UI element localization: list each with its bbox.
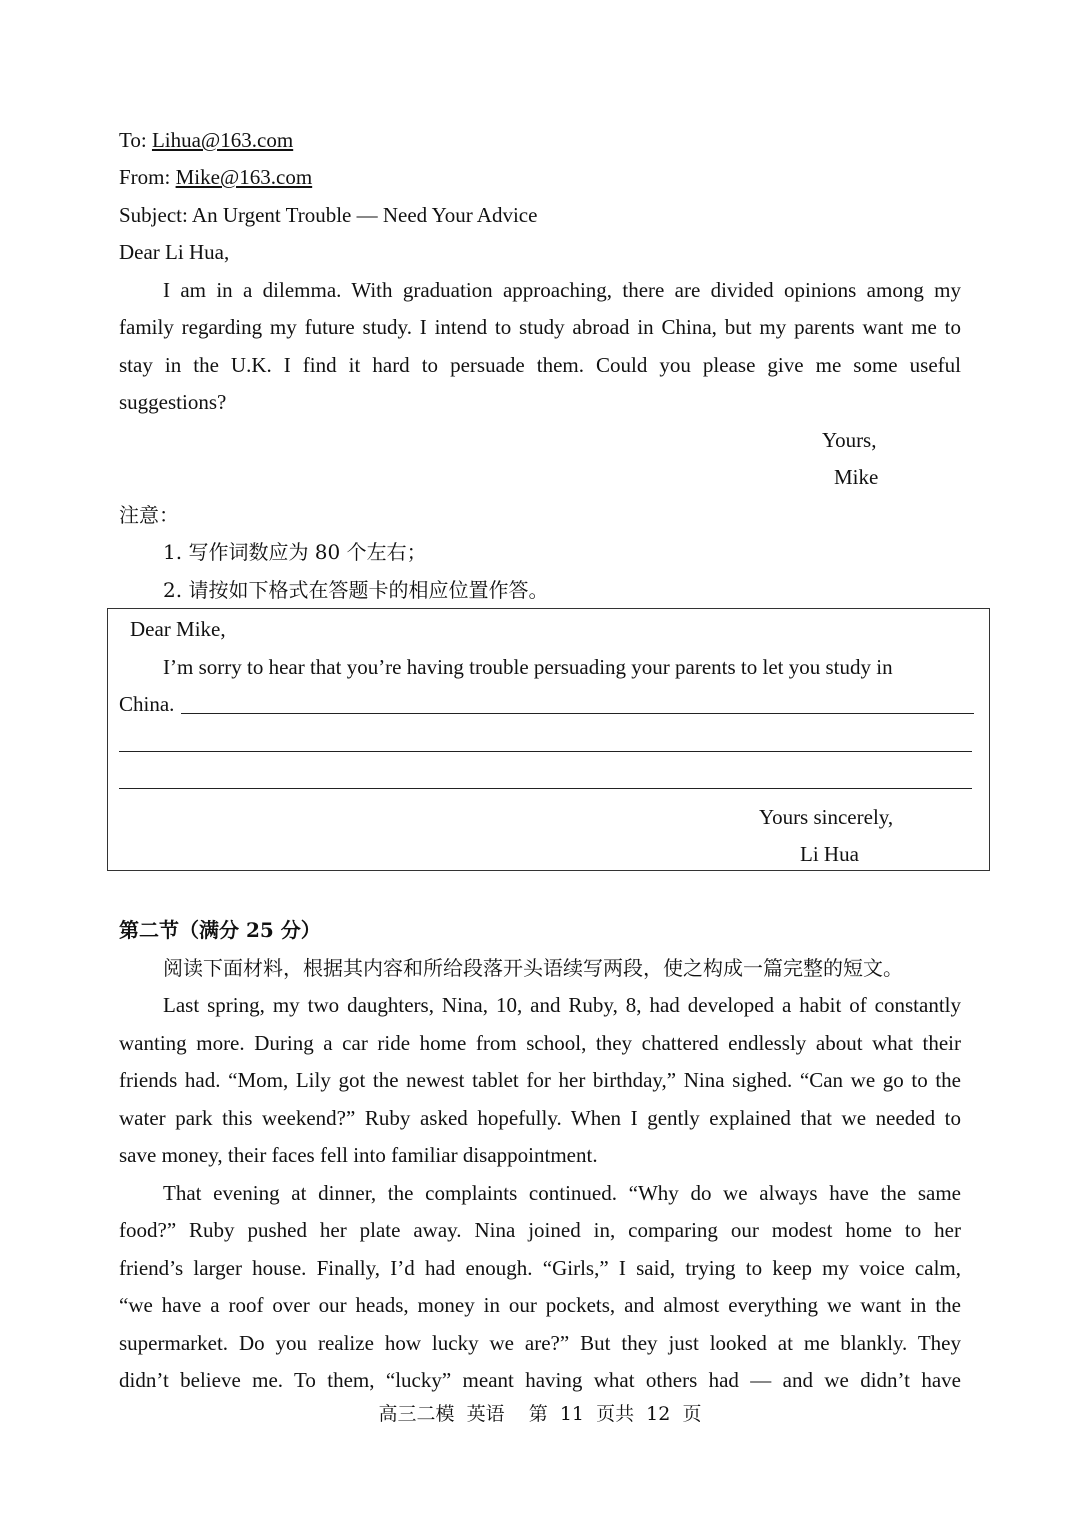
para1-line-2: wanting more. During a car ride home from school, they chattered endlessly about what their xyxy=(119,1031,961,1055)
email-body-line-4: suggestions? xyxy=(119,390,227,414)
para2-line-2: food?” Ruby pushed her plate away. Nina joined in, comparing our modest home to her xyxy=(119,1218,961,1242)
email-greeting: Dear Li Hua, xyxy=(119,240,230,264)
answer-writing-line-1[interactable] xyxy=(181,713,974,714)
from-email-link[interactable]: Mike@163.com xyxy=(175,165,313,189)
para1-line-1: Last spring, my two daughters, Nina, 10, and Ruby, 8, had developed a habit of constantly xyxy=(163,993,961,1017)
answer-writing-line-2[interactable] xyxy=(119,751,972,752)
to-email-link[interactable]: Lihua@163.com xyxy=(151,128,294,152)
answer-closing: Yours sincerely, xyxy=(759,805,894,829)
para2-line-3: friend’s larger house. Finally, I’d had enough. “Girls,” I said, trying to keep my voice calm, xyxy=(119,1256,961,1280)
para1-line-3: friends had. “Mom, Lily got the newest tablet for her birthday,” Nina sighed. “Can we go to the xyxy=(119,1068,961,1092)
email-body-line-3: stay in the U.K. I find it hard to persuade them. Could you please give me some useful xyxy=(119,353,961,377)
answer-opening-line: I’m sorry to hear that you’re having trouble persuading your parents to let you study in xyxy=(163,655,893,679)
answer-signature: Li Hua xyxy=(800,842,859,866)
answer-greeting: Dear Mike, xyxy=(130,617,226,641)
para2-line-5: supermarket. Do you realize how lucky we are?” But they just looked at me blankly. They xyxy=(119,1331,961,1355)
para1-line-5: save money, their faces fell into familiar disappointment. xyxy=(119,1143,598,1167)
answer-writing-line-3[interactable] xyxy=(119,788,972,789)
email-body-line-2: family regarding my future study. I intend to study abroad in China, but my parents want me to xyxy=(119,315,961,339)
email-closing: Yours, xyxy=(822,428,877,452)
email-body-line-1: I am in a dilemma. With graduation approaching, there are divided opinions among my xyxy=(163,278,961,302)
email-signature: Mike xyxy=(834,465,879,489)
email-from-line xyxy=(119,164,312,190)
notes-heading: 注意： xyxy=(119,503,179,527)
notes-item-1: 1. 写作词数应为 80 个左右； xyxy=(163,540,427,564)
para2-line-4: “we have a roof over our heads, money in our pockets, and almost everything we want in the xyxy=(119,1293,961,1317)
section2-instruction: 阅读下面材料，根据其内容和所给段落开头语续写两段，使之构成一篇完整的短文。 xyxy=(163,956,903,980)
email-to-line xyxy=(119,127,293,153)
page-footer: 高三二模 英语 第 11 页共 12 页 xyxy=(378,1403,702,1425)
para2-line-1: That evening at dinner, the complaints continued. “Why do we always have the same xyxy=(163,1181,961,1205)
section2-heading: 第二节（满分 25 分） xyxy=(119,918,321,942)
para2-line-6: didn’t believe me. To them, “lucky” meant having what others had — and we didn’t have xyxy=(119,1368,961,1392)
to-label: To: xyxy=(119,128,147,152)
answer-china-label: China. xyxy=(119,692,175,716)
para1-line-4: water park this weekend?” Ruby asked hopefully. When I gently explained that we needed to xyxy=(119,1106,961,1130)
from-label: From: xyxy=(119,165,171,189)
notes-item-2: 2. 请按如下格式在答题卡的相应位置作答。 xyxy=(163,578,549,602)
answer-box xyxy=(107,608,990,871)
email-subject: Subject: An Urgent Trouble — Need Your Advice xyxy=(119,203,538,227)
